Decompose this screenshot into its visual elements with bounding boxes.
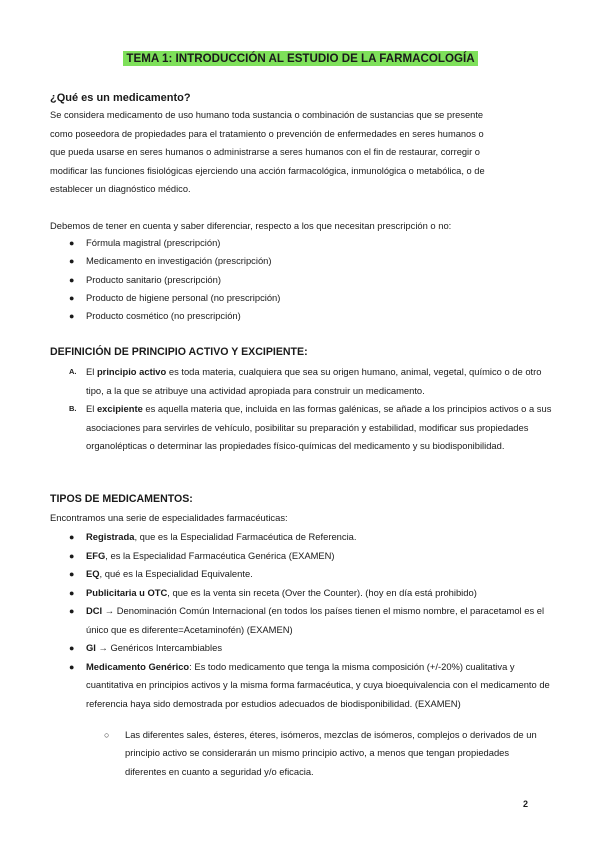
list-item: ● DCI → Denominación Común Internacional (en todos los países tienen el mismo nombre, el paracetamol es el único que es diferente=Acetaminofén) (EXAMEN): [48, 602, 553, 639]
list-item: ● Producto cosmético (no prescripción): [48, 307, 280, 325]
list-item: ● Fórmula magistral (prescripción): [48, 234, 280, 252]
list-item: ● Medicamento Genérico: Es todo medicamento que tenga la misma composición (+/-20%) cualitativa y cuantitativa en principios activos y la misma forma farmacéutica, y cuya bioequivalencia con el medicamento de referencia haya sido demostrada por estudios adecuados de biodisponibilidad. (EXAMEN): [48, 658, 553, 714]
bullet-icon: ●: [69, 643, 75, 653]
bullet-icon: ●: [69, 311, 75, 322]
list-item: ● Medicamento en investigación (prescripción): [48, 252, 280, 270]
definition-line: que pueda usarse en seres humanos o administrarse a seres humanos con el fin de restaurar, corregir o: [50, 147, 480, 157]
prescription-list: [48, 234, 280, 325]
definition-line: como poseedora de propiedades para el tratamiento o prevención de enfermedades en seres humanos o: [50, 128, 484, 139]
list-item: ● Producto de higiene personal (no prescripción): [48, 289, 280, 307]
title-highlight: TEMA 1: INTRODUCCIÓN AL ESTUDIO DE LA FARMACOLOGÍA: [123, 51, 477, 66]
bullet-icon: ●: [69, 256, 75, 267]
bullet-icon: ●: [69, 292, 75, 303]
heading-tipos-medicamentos: TIPOS DE MEDICAMENTOS:: [50, 493, 193, 505]
heading-principio-activo: DEFINICIÓN DE PRINCIPIO ACTIVO Y EXCIPIENTE:: [50, 346, 308, 358]
list-item: ● EQ, qué es la Especialidad Equivalente.: [48, 565, 553, 584]
bullet-icon: ●: [69, 550, 75, 561]
bullet-icon: ●: [69, 238, 75, 248]
paragraph-definition: [50, 106, 550, 199]
page-title: [48, 51, 553, 66]
circle-bullet-icon: ○: [104, 730, 110, 740]
paragraph-prescription-intro: Debemos de tener en cuenta y saber diferenciar, respecto a los que necesitan prescripción o no:: [50, 220, 452, 231]
bullet-icon: ●: [69, 274, 75, 285]
bullet-icon: ●: [69, 587, 75, 598]
bullet-icon: ●: [69, 606, 75, 616]
tipos-medicamentos-list: [48, 528, 553, 713]
bullet-icon: ●: [69, 661, 75, 672]
principio-excipiente-list: [48, 363, 553, 456]
bullet-icon: ●: [69, 569, 75, 579]
list-item: B. El excipiente es aquella materia que, incluida en las formas galénicas, se añade a los principios activos o a sus asociaciones para servirles de vehículo, posibilitar su preparación y estabilidad, modificar sus propiedades organolépticas o determinar las propiedades físico-químicas del medicamento y su biodisponibilidad.: [48, 400, 553, 456]
paragraph-especialidades-intro: Encontramos una serie de especialidades farmacéuticas:: [50, 512, 288, 523]
list-item: ● Producto sanitario (prescripción): [48, 271, 280, 289]
list-item: ● Registrada, que es la Especialidad Farmacéutica de Referencia.: [48, 528, 553, 547]
definition-line: Se considera medicamento de uso humano toda sustancia o combinación de sustancias que se presente: [50, 110, 484, 120]
sub-list-item: ○ Las diferentes sales, ésteres, éteres, isómeros, mezclas de isómeros, complejos o derivados de un principio activo se considerarán un mismo principio activo, a menos que tengan propiedades diferentes en cuanto a seguridad y/o eficacia.: [48, 726, 553, 781]
list-item: ● Publicitaria u OTC, que es la venta sin receta (Over the Counter). (hoy en día está prohibido): [48, 584, 553, 603]
list-item: ● GI → Genéricos Intercambiables: [48, 639, 553, 658]
list-marker: B.: [69, 404, 77, 413]
bullet-icon: ●: [69, 532, 75, 542]
definition-line: modificar las funciones fisiológicas ejerciendo una acción farmacológica, inmunológica o metabólica, o de: [50, 165, 485, 176]
page-number: 2: [523, 799, 529, 809]
list-marker: A.: [69, 367, 77, 376]
list-item: A. El principio activo es toda materia, cualquiera que sea su origen humano, animal, vegetal, químico o de otro tipo, a la que se atribuye una actividad apropiada para construir un medicamento.: [48, 363, 553, 400]
heading-que-es-medicamento: ¿Qué es un medicamento?: [50, 92, 191, 104]
list-item: ● EFG, es la Especialidad Farmacéutica Genérica (EXAMEN): [48, 547, 553, 566]
definition-line: establecer un diagnóstico médico.: [50, 184, 191, 194]
